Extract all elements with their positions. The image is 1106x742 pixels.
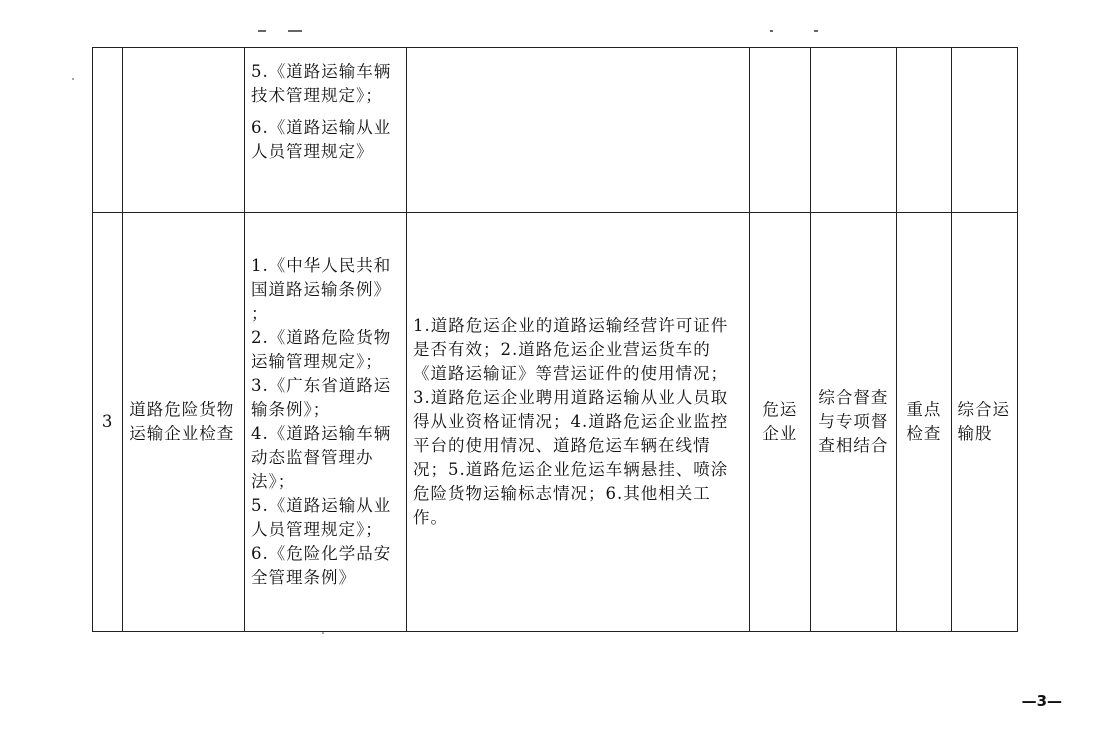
cell-legal-basis bbox=[244, 48, 406, 213]
table-row bbox=[93, 213, 1018, 632]
basis-item: 5.《道路运输车辆技术管理规定》； bbox=[250, 62, 392, 105]
page-number: —3— bbox=[1021, 692, 1062, 710]
row-number: 3 bbox=[93, 213, 123, 632]
cell-item-name bbox=[123, 48, 245, 213]
cell-target bbox=[750, 48, 810, 213]
scan-mark bbox=[770, 30, 773, 32]
inspection-content: 1.道路危运企业的道路运输经营许可证件是否有效；2.道路危运企业营运货车的《道路运输证》等营运证件的使用情况；3.道路危运企业聘用道路运输从业人员取得从业资格证情况；4.道路危运企业监控平台的使用情况、道路危运车辆在线情况；5.道路危运企业危运车辆悬挂、喷涂危险货物运输标志情况；6.其他相关工作。 bbox=[407, 213, 750, 632]
cell-content bbox=[407, 48, 750, 213]
check-type: 重点检查 bbox=[897, 213, 951, 632]
basis-item: 2.《道路危险货物运输管理规定》； bbox=[250, 328, 392, 371]
cell-check-type bbox=[897, 48, 951, 213]
inspection-target: 危运企业 bbox=[750, 213, 810, 632]
inspection-method: 综合督查与专项督查相结合 bbox=[810, 213, 897, 632]
responsible-department: 综合运输股 bbox=[951, 213, 1017, 632]
basis-item: 6.《道路运输从业人员管理规定》 bbox=[250, 118, 392, 161]
cell-department bbox=[951, 48, 1017, 213]
item-name: 道路危险货物运输企业检查 bbox=[123, 213, 245, 632]
basis-item: 1.《中华人民共和国道路运输条例》 bbox=[250, 256, 392, 299]
inspection-table bbox=[92, 47, 1018, 632]
basis-item: 3.《广东省道路运输条例》； bbox=[250, 376, 392, 419]
cell-method bbox=[810, 48, 897, 213]
scan-dot bbox=[322, 632, 324, 634]
basis-item: 5.《道路运输从业人员管理规定》； bbox=[250, 496, 392, 539]
cell-legal-basis bbox=[244, 213, 406, 632]
table-row-continued bbox=[93, 48, 1018, 213]
scan-mark bbox=[288, 30, 302, 32]
basis-item: ； bbox=[250, 304, 269, 323]
cell-number bbox=[93, 48, 123, 213]
basis-item: 4.《道路运输车辆动态监督管理办法》； bbox=[250, 424, 392, 491]
basis-item: 6.《危险化学品安全管理条例》 bbox=[250, 544, 392, 587]
scan-dot bbox=[72, 78, 74, 80]
scan-mark bbox=[814, 30, 818, 32]
scan-mark bbox=[258, 30, 266, 32]
scan-artifacts bbox=[258, 30, 828, 40]
